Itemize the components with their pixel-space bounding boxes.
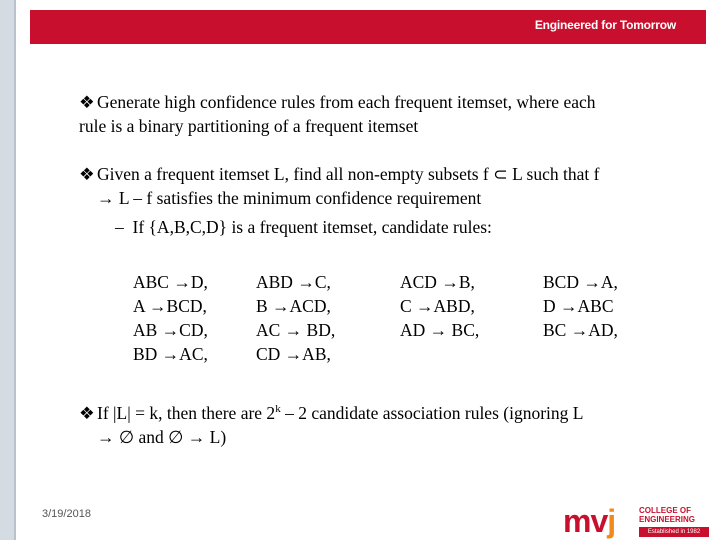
rules-column-3	[400, 270, 479, 342]
bullet-find-subsets	[79, 162, 599, 210]
bullet-text-line1: Given a frequent itemset L, find all non-empty subsets f ⊂ L such that f	[97, 164, 600, 184]
bullet-generate-rules	[79, 90, 596, 138]
logo-text: COLLEGE OF ENGINEERING	[639, 506, 696, 524]
rule-item: B →ACD,	[256, 296, 331, 316]
header-tagline: Engineered for Tomorrow	[534, 18, 676, 32]
bullet-rule-count	[79, 397, 583, 449]
header-bar	[30, 10, 706, 44]
bullet-text-line1b: – 2 candidate association rules (ignoring L	[280, 402, 584, 423]
rules-column-2	[256, 270, 335, 366]
rule-item: BCD →A,	[543, 272, 618, 292]
rules-column-4	[543, 270, 618, 342]
rule-item: C →ABD,	[400, 296, 475, 316]
diamond-bullet-icon: ❖	[79, 164, 95, 184]
diamond-bullet-icon: ❖	[79, 402, 95, 423]
rule-item: AB →CD,	[133, 320, 208, 340]
rule-item: ABD →C,	[256, 272, 331, 292]
rule-item: CD →AB,	[256, 344, 331, 364]
rule-item: AD → BC,	[400, 320, 480, 340]
rule-item: BC →AD,	[543, 320, 618, 340]
rule-item: A →BCD,	[133, 296, 207, 316]
rule-item: D →ABC	[543, 296, 614, 316]
rule-item: BD →AC,	[133, 344, 208, 364]
rule-item: AC → BD,	[256, 320, 336, 340]
left-divider	[14, 0, 16, 540]
rule-item: ABC →D,	[133, 272, 208, 292]
rule-item: ACD →B,	[400, 272, 475, 292]
bullet-text-line2: → ∅ and ∅ → L)	[97, 426, 227, 447]
bullet-text-line1: If |L| = k, then there are 2	[97, 402, 276, 423]
dash-marker: –	[115, 217, 124, 237]
diamond-bullet-icon: ❖	[79, 92, 95, 112]
subbullet-text: If {A,B,C,D} is a frequent itemset, candidate rules:	[132, 217, 492, 237]
rules-column-1	[133, 270, 208, 366]
left-decorative-bar	[0, 0, 14, 540]
subbullet-example	[115, 215, 492, 239]
exponent-k: k	[275, 403, 281, 415]
logo-mark: mvj	[563, 503, 616, 539]
bullet-text-line2: rule is a binary partitioning of a frequent itemset	[79, 116, 419, 136]
college-logo	[563, 503, 713, 539]
logo-established: Established in 1982	[639, 527, 709, 537]
bullet-text-line2: → L – f satisfies the minimum confidence requirement	[97, 188, 482, 208]
slide-date: 3/19/2018	[42, 508, 91, 520]
bullet-text-line1: Generate high confidence rules from each frequent itemset, where each	[97, 92, 596, 112]
